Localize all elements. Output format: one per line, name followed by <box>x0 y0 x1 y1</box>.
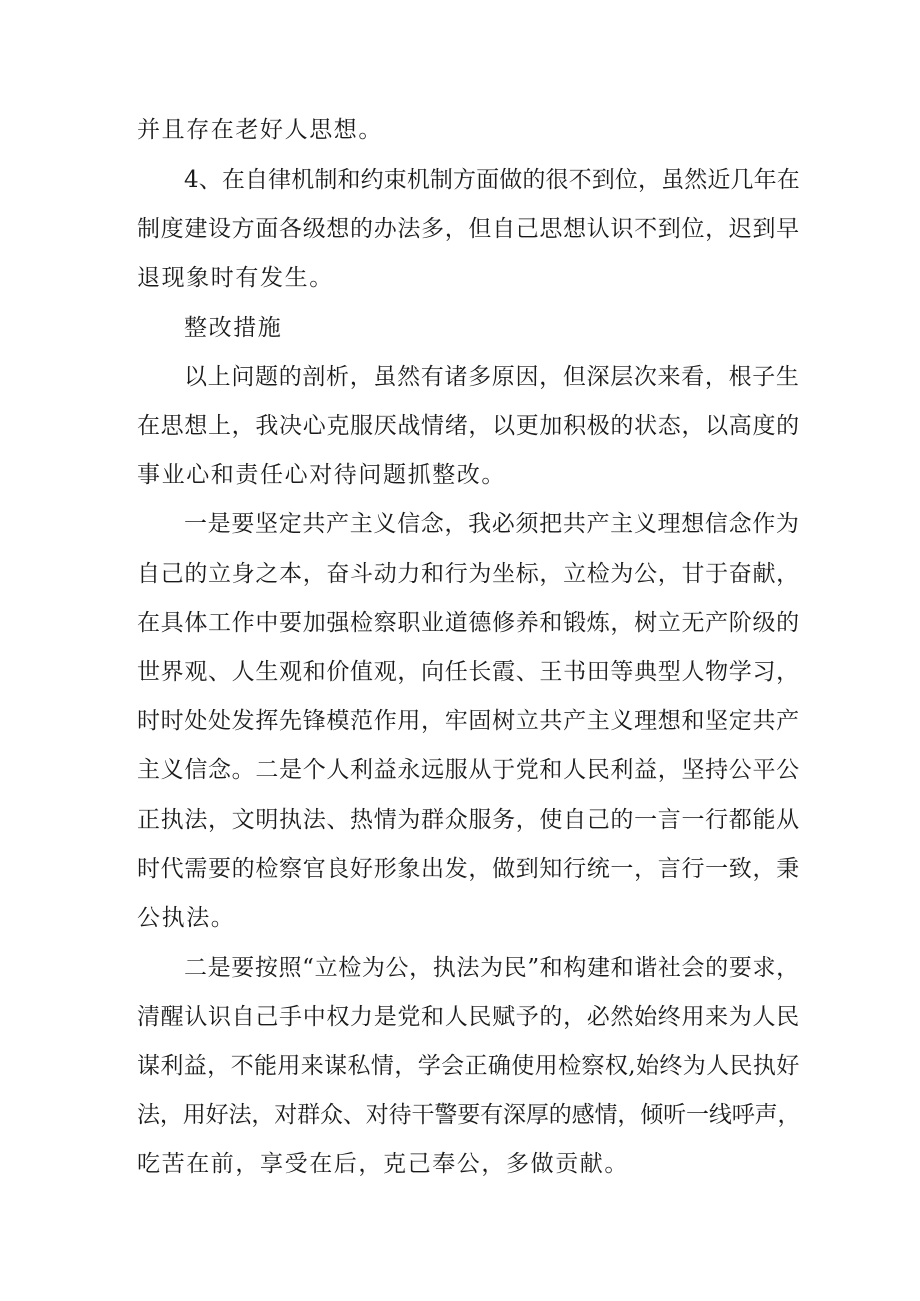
text-line: 清醒认识自己手中权力是党和人民赋予的，必然始终用来为人民 <box>137 1004 800 1030</box>
text-line: 自己的立身之本，奋斗动力和行为坐标，立检为公，甘于奋献， <box>137 561 800 587</box>
text-line: 谋利益，不能用来谋私情，学会正确使用检察权,始终为人民执好 <box>137 1053 800 1079</box>
text-line: 法，用好法，对群众、对待干警要有深厚的感情，倾听一线呼声， <box>137 1102 801 1128</box>
text-line: 4、在自律机制和约束机制方面做的很不到位，虽然近几年在 <box>184 167 800 193</box>
text-line: 主义信念。二是个人利益永远服从于党和人民利益，坚持公平公 <box>137 757 800 783</box>
text-line: 一是要坚定共产主义信念，我必须把共产主义理想信念作为 <box>184 511 800 537</box>
text-line: 并且存在老好人思想。 <box>137 117 383 143</box>
text-line: 时时处处发挥先锋模范作用，牢固树立共产主义理想和坚定共产 <box>137 708 800 734</box>
text-line: 世界观、人生观和价值观，向任长霞、王书田等典型人物学习， <box>137 659 800 685</box>
text-line: 制度建设方面各级想的办法多，但自己思想认识不到位，迟到早 <box>137 216 800 242</box>
section-heading: 整改措施 <box>184 315 283 341</box>
text-line: 二是要按照“立检为公，执法为民”和构建和谐社会的要求， <box>184 955 800 981</box>
text-line: 以上问题的剖析，虽然有诸多原因，但深层次来看，根子生 <box>184 364 800 390</box>
text-line: 事业心和责任心对待问题抓整改。 <box>137 462 506 488</box>
text-line: 公执法。 <box>137 905 236 931</box>
text-line: 退现象时有发生。 <box>137 265 334 291</box>
text-line: 吃苦在前，享受在后，克己奉公，多做贡献。 <box>137 1151 629 1177</box>
text-line: 时代需要的检察官良好形象出发，做到知行统一，言行一致，秉 <box>137 856 800 882</box>
text-line: 正执法，文明执法、热情为群众服务，使自己的一言一行都能从 <box>137 807 800 833</box>
text-line: 在思想上，我决心克服厌战情绪，以更加积极的状态，以高度的 <box>137 413 800 439</box>
text-line: 在具体工作中要加强检察职业道德修养和锻炼，树立无产阶级的 <box>137 610 800 636</box>
